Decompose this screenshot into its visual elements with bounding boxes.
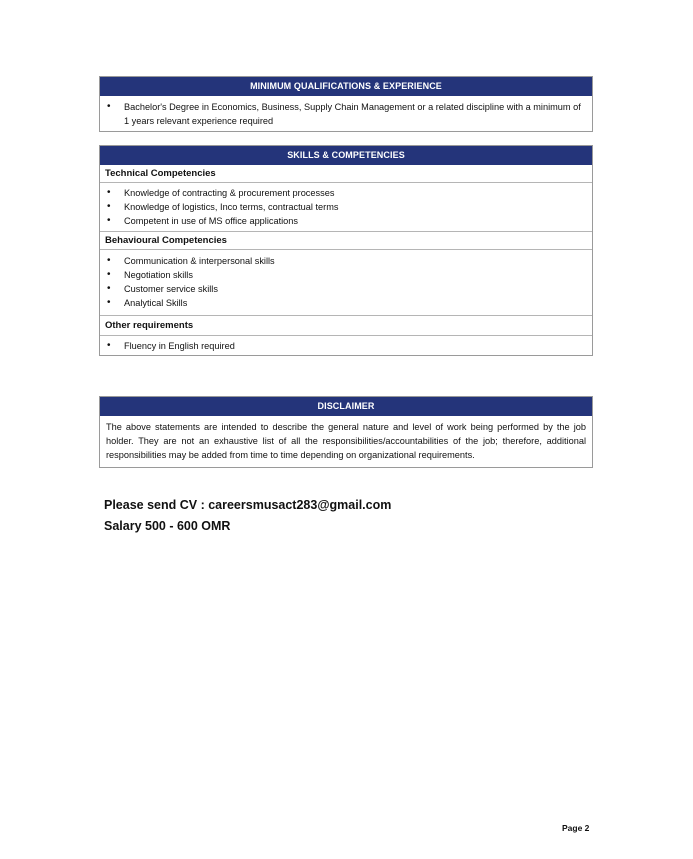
disclaimer-section xyxy=(99,396,593,468)
disclaimer-text: The above statements are intended to describe the general nature and level of work being performed by the job holder. They are not an exhaustive list of all the responsibilities/accountabilities of the job; therefore, additional responsibilities may be added from time to time depending on organizational requirements. xyxy=(106,422,586,460)
list-item: • Bachelor's Degree in Economics, Business, Supply Chain Management or a related discipline with a minimum of 1 years relevant experience required xyxy=(100,100,592,128)
salary-line: Salary 500 - 600 OMR xyxy=(104,519,231,533)
list-item: • Negotiation skills xyxy=(100,268,592,282)
skills-header: SKILLS & COMPETENCIES xyxy=(100,146,592,165)
cv-contact-line: Please send CV : careersmusact283@gmail.com xyxy=(104,498,392,512)
skills-section xyxy=(99,145,593,356)
list-item: • Analytical Skills xyxy=(100,296,592,310)
list-item: • Communication & interpersonal skills xyxy=(100,254,592,268)
list-item: • Knowledge of logistics, Inco terms, contractual terms xyxy=(100,200,592,214)
other-requirements-title: Other requirements xyxy=(100,315,592,336)
technical-competencies-list xyxy=(100,183,592,231)
technical-competencies-title: Technical Competencies xyxy=(100,165,592,183)
list-item: • Customer service skills xyxy=(100,282,592,296)
behavioural-competencies-title: Behavioural Competencies xyxy=(100,231,592,250)
list-item: • Knowledge of contracting & procurement processes xyxy=(100,186,592,200)
qualifications-list xyxy=(100,96,592,131)
page-number: Page 2 xyxy=(562,823,590,833)
qualifications-section xyxy=(99,76,593,132)
behavioural-competencies-list xyxy=(100,250,592,315)
list-item: • Competent in use of MS office applications xyxy=(100,214,592,228)
disclaimer-header: DISCLAIMER xyxy=(100,397,592,416)
list-item: • Fluency in English required xyxy=(100,339,592,353)
other-requirements-list xyxy=(100,336,592,355)
qualifications-header: MINIMUM QUALIFICATIONS & EXPERIENCE xyxy=(100,77,592,96)
